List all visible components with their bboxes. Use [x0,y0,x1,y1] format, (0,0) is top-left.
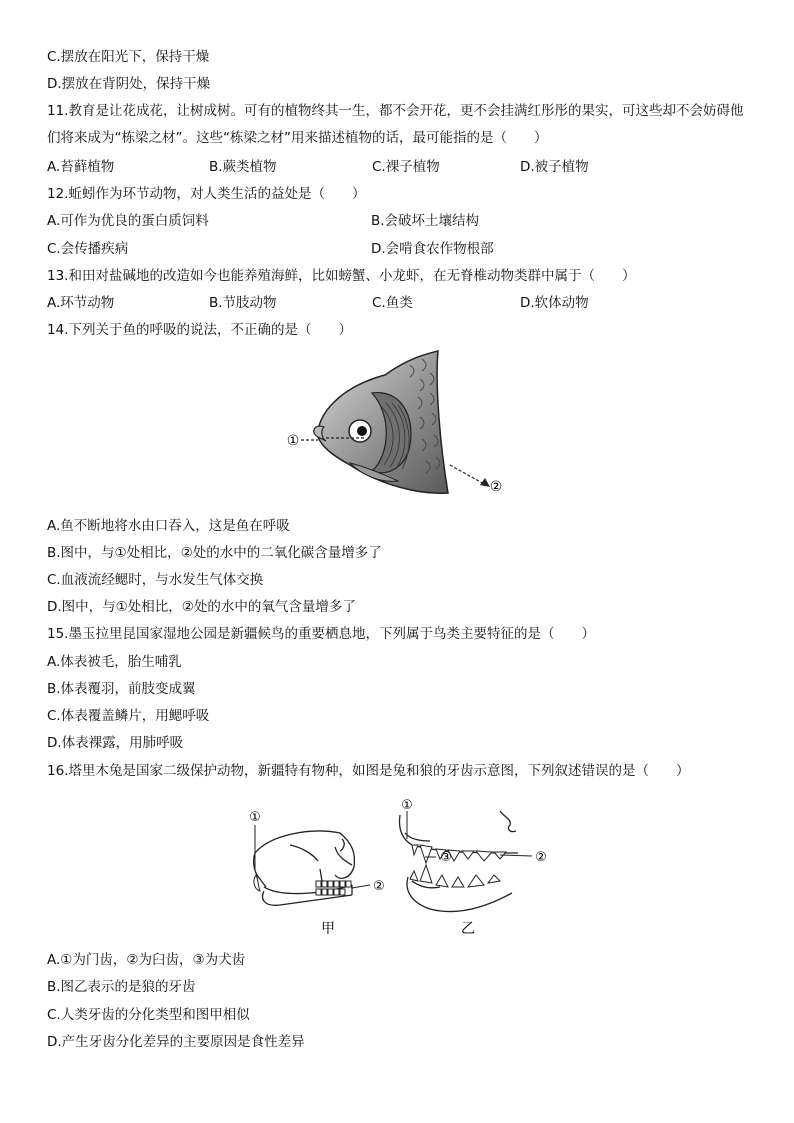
q16-stem: 16.塔里木兔是国家二级保护动物，新疆特有物种，如图是兔和狼的牙齿示意图，下列叙述错误的是（ ） [47,763,690,779]
q13-option-a: A.环节动物 [47,295,115,311]
fish-label-2: ② [489,479,503,495]
q11-option-d: D.被子植物 [520,159,589,175]
q12-option-b: B.会破坏土壤结构 [371,213,480,229]
q14-option-d: D.图中，与①处相比，②处的水中的氧气含量增多了 [47,599,356,615]
right-label-2: ② [535,850,547,865]
q10-option-d: D.摆放在背阴处，保持干燥 [47,76,211,92]
fish-label-1: ① [286,433,300,449]
q15-option-b: B.体表覆羽，前肢变成翼 [47,681,196,697]
q14-stem: 14.下列关于鱼的呼吸的说法，不正确的是（ ） [47,322,352,338]
q12-option-a: A.可作为优良的蛋白质饲料 [47,213,209,229]
q13-option-b: B.节肢动物 [209,295,277,311]
q13-option-d: D.软体动物 [520,295,589,311]
q13-stem: 13.和田对盐碱地的改造如今也能养殖海鲜，比如螃蟹、小龙虾，在无脊椎动物类群中属于（ ） [47,268,636,284]
fish-head-figure [280,345,510,500]
wolf-jaws [400,811,519,912]
q16-option-a: A.①为门齿，②为臼齿，③为犬齿 [47,952,246,968]
q15-option-d: D.体表裸露，用肺呼吸 [47,735,184,751]
q10-option-c: C.摆放在阳光下，保持干燥 [47,49,210,65]
left-label-2: ② [373,879,385,894]
rabbit-molars [316,881,351,895]
q14-option-a: A.鱼不断地将水由口吞入，这是鱼在呼吸 [47,518,290,534]
q12-stem: 12.蚯蚓作为环节动物，对人类生活的益处是（ ） [47,186,366,202]
q11-option-c: C.裸子植物 [372,159,440,175]
q16-option-c: C.人类牙齿的分化类型和图甲相似 [47,1007,250,1023]
q13-option-c: C.鱼类 [372,295,413,311]
q15-option-c: C.体表覆盖鳞片，用鳃呼吸 [47,708,210,724]
q16-option-b: B.图乙表示的是狼的牙齿 [47,979,196,995]
left-label-1: ① [249,810,261,825]
q14-option-c: C.血液流经鳃时，与水发生气体交换 [47,572,264,588]
q11-option-b: B.蕨类植物 [209,159,277,175]
q12-option-c: C.会传播疾病 [47,241,129,257]
wolf-upper-teeth [412,845,506,863]
left-caption: 甲 [321,921,335,937]
q16-option-d: D.产生牙齿分化差异的主要原因是食性差异 [47,1034,305,1050]
right-caption: 乙 [461,921,475,937]
q12-option-d: D.会啃食农作物根部 [371,241,494,257]
right-label-1: ① [401,798,413,813]
q11-option-a: A.苔藓植物 [47,159,115,175]
q14-option-b: B.图中，与①处相比，②处的水中的二氧化碳含量增多了 [47,545,382,561]
wolf-lower-teeth [410,865,500,887]
right-label-3: ③ [440,850,452,865]
teeth-figure [240,795,560,940]
q11-stem: 11.教育是让花成花，让树成树。可有的植物终其一生，都不会开花，更不会挂满红彤彤的果实，可这些却不会妨碍他们将来成为“栋梁之材”。这些“栋梁之材”用来描述植物的话，最可能指的是（ ） [47,103,744,146]
q15-option-a: A.体表被毛，胎生哺乳 [47,654,182,670]
q15-stem: 15.墨玉拉里昆国家湿地公园是新疆候鸟的重要栖息地，下列属于鸟类主要特征的是（ ） [47,626,595,642]
